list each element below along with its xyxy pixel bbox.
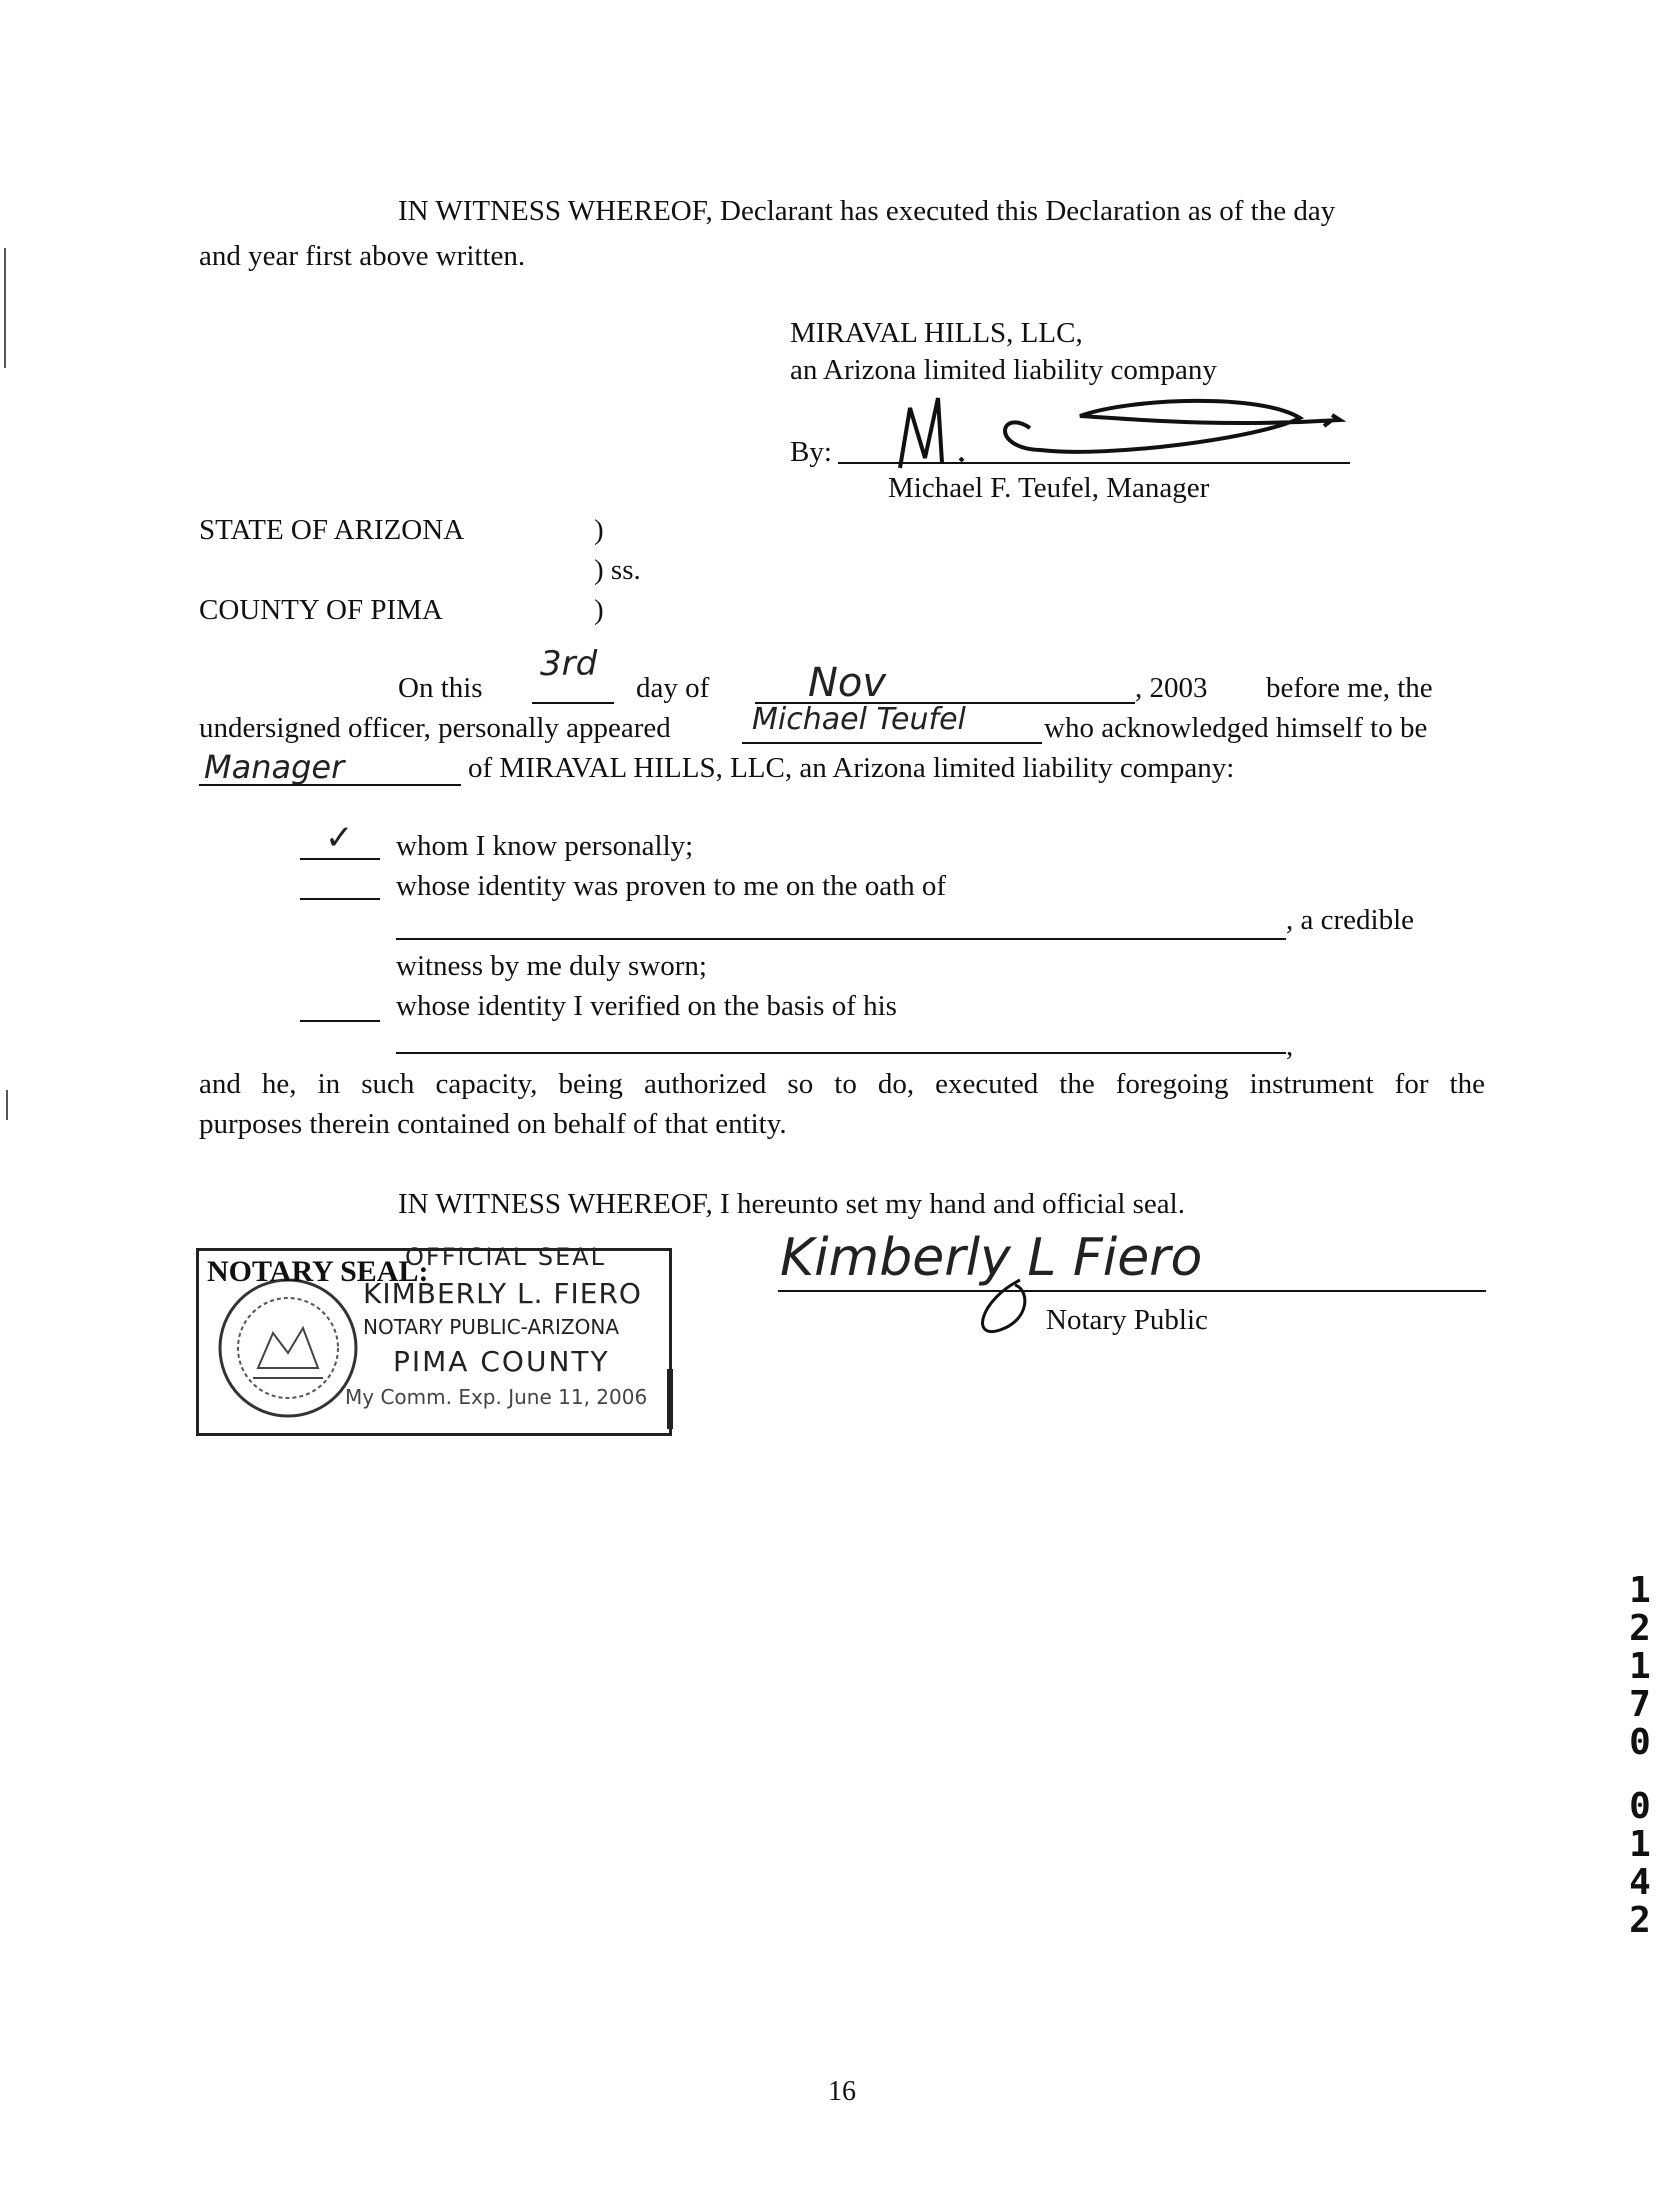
notary-seal-stamp	[196, 1243, 672, 1436]
seal-notary-name: KIMBERLY L. FIERO	[363, 1277, 642, 1310]
notary-witness-line: IN WITNESS WHEREOF, I hereunto set my hand and official seal.	[398, 1188, 1185, 1220]
company-name: MIRAVAL HILLS, LLC,	[790, 317, 1083, 349]
title-blank-line	[199, 784, 461, 786]
ack-month-handwritten: Nov	[808, 660, 887, 706]
recorder-document-number	[1620, 1572, 1660, 1940]
doc-number-digit: 2	[1629, 1608, 1651, 1649]
seal-notary-title: NOTARY PUBLIC-ARIZONA	[363, 1315, 620, 1339]
seal-official: OFFICIAL SEAL	[405, 1243, 607, 1271]
capacity-line1: and he, in such capacity, being authorized so to do, executed the foregoing instrument for the	[199, 1068, 1485, 1100]
doc-number-digit: 1	[1629, 1646, 1651, 1687]
seal-county: PIMA COUNTY	[393, 1345, 610, 1378]
venue-county: COUNTY OF PIMA	[199, 594, 443, 626]
ack-year: , 2003	[1135, 672, 1208, 704]
option1-blank	[300, 858, 380, 860]
ack-day-of: day of	[636, 672, 710, 704]
venue-ss: ) ss.	[594, 554, 641, 586]
option2-continuation: witness by me duly sworn;	[396, 950, 707, 982]
doc-number-gap	[1620, 1762, 1660, 1788]
witness-intro-line1: IN WITNESS WHEREOF, Declarant has executed this Declaration as of the day	[398, 195, 1336, 227]
doc-number-digit: 7	[1629, 1684, 1651, 1725]
ack-on-this: On this	[398, 672, 483, 704]
notary-public-label: Notary Public	[1046, 1304, 1208, 1336]
option2-blank	[300, 898, 380, 900]
notary-signature-handwritten: Kimberly L Fiero	[780, 1228, 1203, 1288]
arizona-state-seal-icon	[213, 1273, 363, 1423]
page-number: 16	[828, 2076, 856, 2107]
ack-line3-end: of MIRAVAL HILLS, LLC, an Arizona limited liability company:	[468, 752, 1235, 784]
ack-day-handwritten: 3rd	[540, 644, 598, 684]
ack-appeared-name-handwritten: Michael Teufel	[752, 702, 966, 737]
option2-text: whose identity was proven to me on the oath of	[396, 870, 947, 902]
doc-number-digit: 1	[1629, 1570, 1651, 1611]
option3-text: whose identity I verified on the basis of his	[396, 990, 897, 1022]
doc-number-digit: 4	[1629, 1862, 1651, 1903]
scan-edge-mark	[4, 248, 6, 368]
ack-before-me: before me, the	[1266, 672, 1433, 704]
oath-name-line	[396, 938, 1286, 940]
ack-title-handwritten: Manager	[204, 748, 345, 786]
option1-text: whom I know personally;	[396, 830, 694, 862]
option3-end: ,	[1286, 1030, 1294, 1062]
check-mark-handwritten: ✓	[325, 818, 354, 858]
doc-number-digit: 0	[1629, 1786, 1651, 1827]
seal-label: NOTARY SEAL:	[207, 1255, 429, 1288]
ack-line2-start: undersigned officer, personally appeared	[199, 712, 671, 744]
option3-blank	[300, 1020, 380, 1022]
appeared-name-line	[742, 742, 1042, 744]
seal-commission-expiry: My Comm. Exp. June 11, 2006	[345, 1385, 648, 1409]
scan-edge-mark	[6, 1090, 8, 1120]
by-label: By:	[790, 436, 832, 468]
signer-name-title: Michael F. Teufel, Manager	[888, 472, 1210, 504]
day-blank-line	[532, 702, 614, 704]
capacity-line2: purposes therein contained on behalf of that entity.	[199, 1108, 787, 1140]
venue-paren: )	[594, 514, 604, 546]
option2-credible: , a credible	[1286, 904, 1415, 936]
doc-number-digit: 2	[1629, 1900, 1651, 1941]
venue-state: STATE OF ARIZONA	[199, 514, 465, 546]
doc-number-digit: 1	[1629, 1824, 1651, 1865]
ack-line2-end: who acknowledged himself to be	[1044, 712, 1428, 744]
doc-number-digit: 0	[1629, 1722, 1651, 1763]
manager-signature	[880, 388, 1360, 478]
notary-signature-line	[778, 1290, 1486, 1292]
notary-signature-flourish	[960, 1270, 1060, 1350]
basis-line	[396, 1052, 1286, 1054]
venue-paren: )	[594, 594, 604, 626]
witness-intro-line2: and year first above written.	[199, 240, 526, 272]
company-description: an Arizona limited liability company	[790, 354, 1217, 386]
